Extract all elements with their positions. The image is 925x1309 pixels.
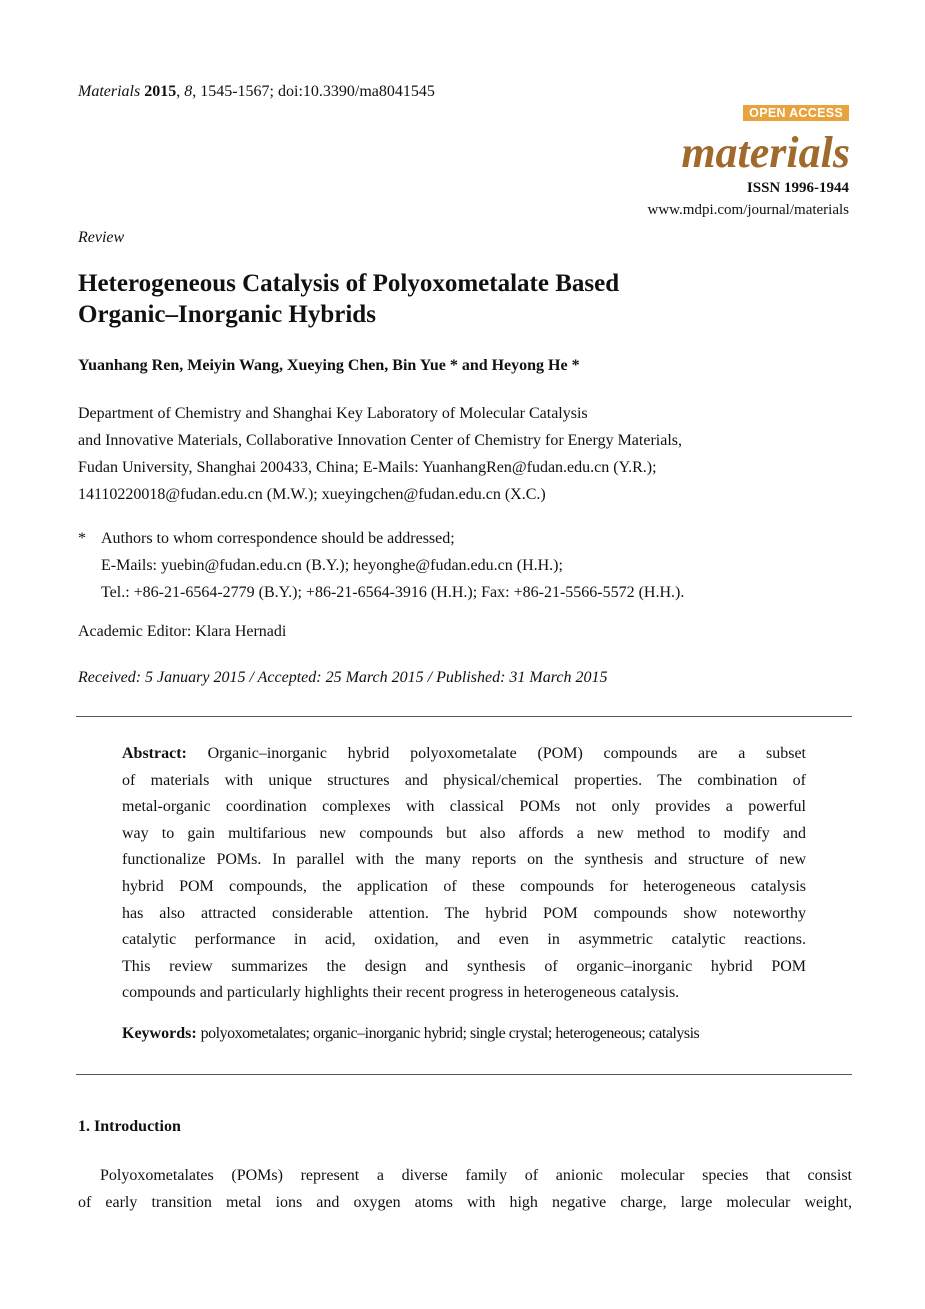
citation-line: Materials 2015, 8, 1545-1567; doi:10.3390/ma8041545 bbox=[78, 83, 435, 100]
affiliation-line: 14110220018@fudan.edu.cn (M.W.); xueyingchen@fudan.edu.cn (X.C.) bbox=[78, 486, 546, 503]
section-heading-introduction: 1. Introduction bbox=[78, 1118, 181, 1135]
journal-url[interactable]: www.mdpi.com/journal/materials bbox=[647, 202, 849, 218]
issn: ISSN 1996-1944 bbox=[746, 180, 849, 196]
abstract-line: has also attracted considerable attention. The hybrid POM compounds show noteworthy bbox=[122, 904, 806, 922]
abstract-line: This review summarizes the design and synthesis of organic–inorganic hybrid POM bbox=[122, 957, 806, 975]
journal-name-cite: Materials bbox=[78, 83, 141, 100]
affiliation bbox=[78, 400, 858, 508]
paragraph-line: of early transition metal ions and oxygen atoms with high negative charge, large molecular weight, bbox=[78, 1194, 852, 1211]
affiliation-line: Department of Chemistry and Shanghai Key Laboratory of Molecular Catalysis bbox=[78, 405, 588, 422]
abstract-line: hybrid POM compounds, the application of these compounds for heterogeneous catalysis bbox=[122, 877, 806, 895]
correspondence-line: Authors to whom correspondence should be addressed; bbox=[101, 530, 455, 547]
citation-pages-doi: , 1545-1567; doi:10.3390/ma8041545 bbox=[192, 83, 435, 100]
paragraph-line: Polyoxometalates (POMs) represent a diverse family of anionic molecular species that consist bbox=[100, 1167, 852, 1184]
correspondence-star: * bbox=[78, 530, 86, 547]
divider-bottom bbox=[76, 1074, 852, 1075]
citation-volume: 8 bbox=[184, 83, 193, 100]
publication-dates: Received: 5 January 2015 / Accepted: 25 March 2015 / Published: 31 March 2015 bbox=[78, 669, 608, 686]
affiliation-line: and Innovative Materials, Collaborative Innovation Center of Chemistry for Energy Materials, bbox=[78, 432, 682, 449]
affiliation-line: Fudan University, Shanghai 200433, China; E-Mails: YuanhangRen@fudan.edu.cn (Y.R.); bbox=[78, 459, 657, 476]
keywords-text: polyoxometalates; organic–inorganic hybrid; single crystal; heterogeneous; catalysis bbox=[200, 1025, 700, 1042]
academic-editor: Academic Editor: Klara Hernadi bbox=[78, 623, 287, 640]
abstract-label: Abstract: bbox=[122, 745, 187, 762]
abstract-line: Abstract: Organic–inorganic hybrid polyoxometalate (POM) compounds are a subset bbox=[122, 745, 806, 762]
abstract-line: way to gain multifarious new compounds but also affords a new method to modify and bbox=[122, 824, 806, 842]
journal-logo: materials bbox=[681, 128, 850, 177]
correspondence-line: E-Mails: yuebin@fudan.edu.cn (B.Y.); heyonghe@fudan.edu.cn (H.H.); bbox=[101, 557, 563, 574]
paper-title bbox=[78, 268, 858, 330]
abstract bbox=[122, 741, 806, 1007]
abstract-line: metal-organic coordination complexes with classical POMs not only provides a powerful bbox=[122, 798, 806, 816]
title-line: Heterogeneous Catalysis of Polyoxometalate Based bbox=[78, 270, 620, 297]
keywords-label: Keywords: bbox=[122, 1025, 197, 1042]
abstract-line: functionalize POMs. In parallel with the many reports on the synthesis and structure of new bbox=[122, 851, 806, 869]
open-access-badge: OPEN ACCESS bbox=[743, 105, 849, 121]
correspondence-line: Tel.: +86-21-6564-2779 (B.Y.); +86-21-6564-3916 (H.H.); Fax: +86-21-5566-5572 (H.H.). bbox=[101, 584, 685, 601]
abstract-line: compounds and particularly highlights their recent progress in heterogeneous catalysis. bbox=[122, 984, 680, 1002]
divider-top bbox=[76, 716, 852, 717]
title-line: Organic–Inorganic Hybrids bbox=[78, 301, 376, 328]
introduction-paragraph bbox=[78, 1162, 852, 1216]
article-type: Review bbox=[78, 229, 125, 246]
abstract-line: catalytic performance in acid, oxidation, and even in asymmetric catalytic reactions. bbox=[122, 931, 806, 949]
author-list: Yuanhang Ren, Meiyin Wang, Xueying Chen, Bin Yue * and Heyong He * bbox=[78, 357, 580, 374]
abstract-line: of materials with unique structures and physical/chemical properties. The combination of bbox=[122, 771, 806, 789]
citation-year: 2015 bbox=[144, 83, 177, 100]
keywords bbox=[122, 1025, 822, 1043]
